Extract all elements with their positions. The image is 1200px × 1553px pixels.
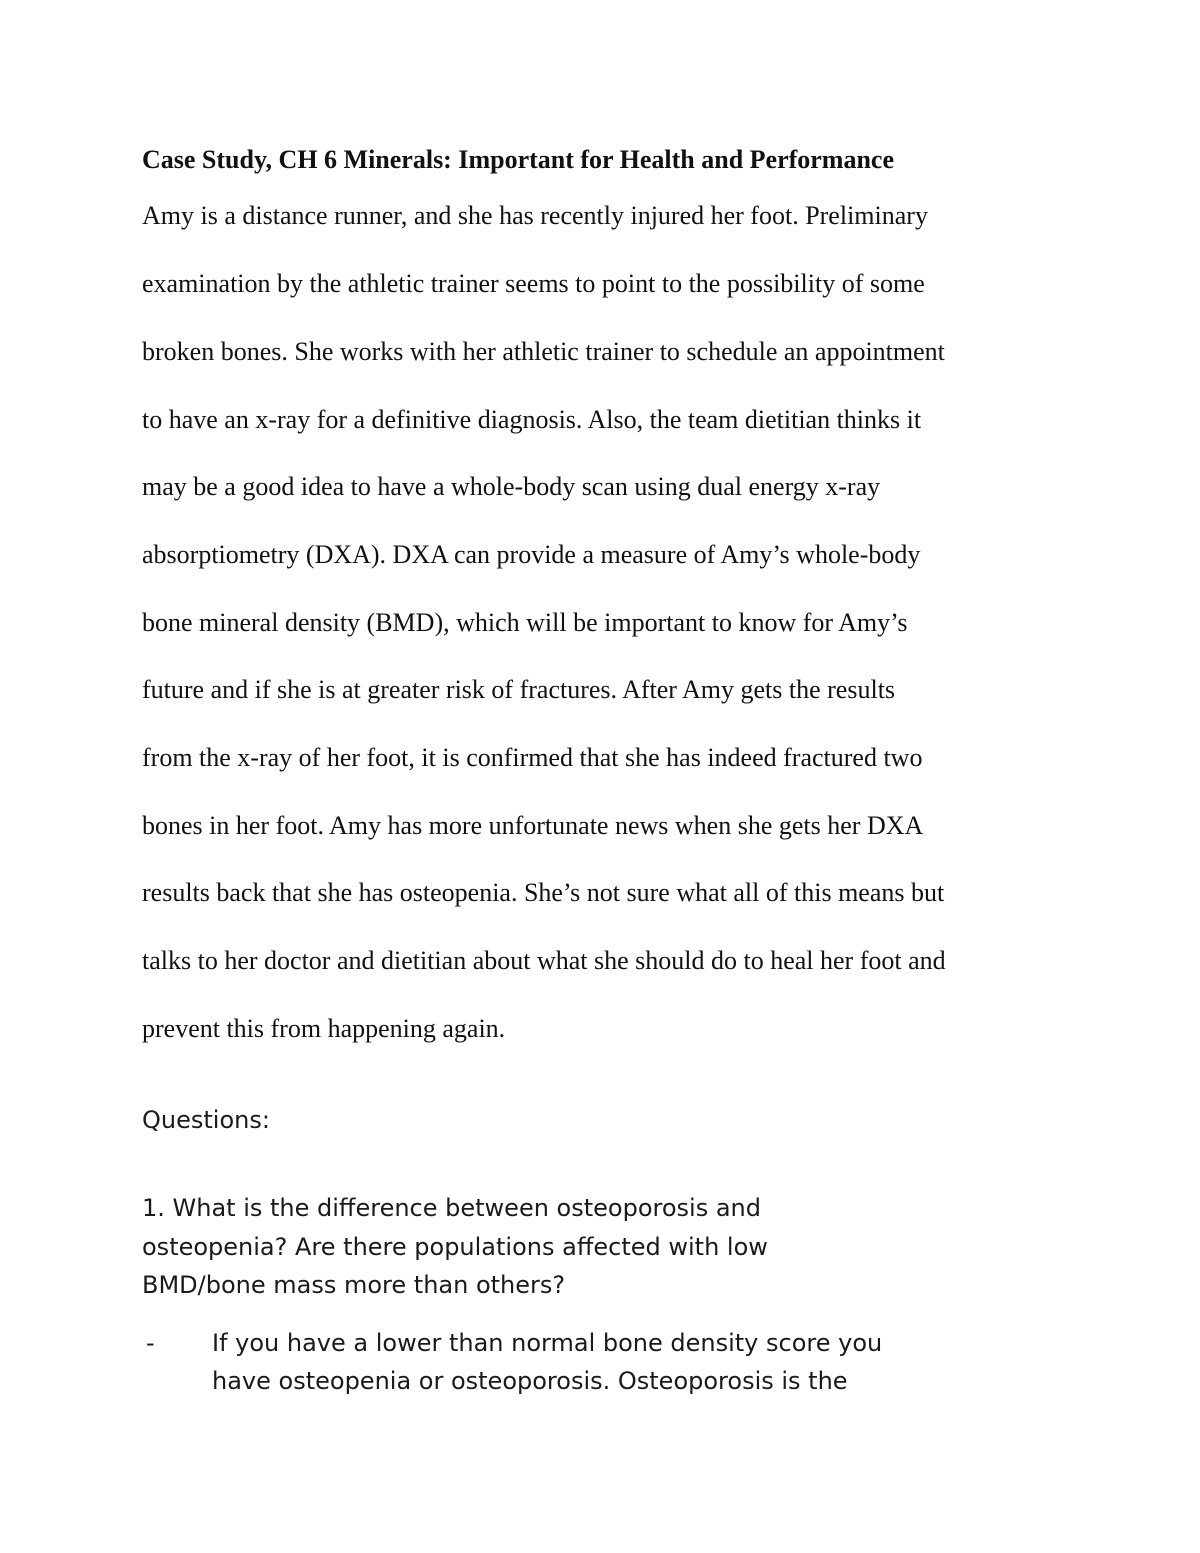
paragraph-line: to have an x-ray for a definitive diagnosis. Also, the team dietitian thinks it xyxy=(142,405,922,434)
paragraph-line: from the x-ray of her foot, it is confirmed that she has indeed fractured two xyxy=(142,743,923,772)
question-1-line: 1. What is the difference between osteoporosis and xyxy=(142,1194,761,1222)
document-title: Case Study, CH 6 Minerals: Important for Health and Performance xyxy=(142,145,895,174)
paragraph-line: broken bones. She works with her athletic trainer to schedule an appointment xyxy=(142,337,945,366)
paragraph-line: future and if she is at greater risk of fractures. After Amy gets the results xyxy=(142,675,896,704)
answer-line: If you have a lower than normal bone density score you xyxy=(212,1329,883,1357)
paragraph-line: talks to her doctor and dietitian about what she should do to heal her foot and xyxy=(142,946,946,975)
paragraph-line: absorptiometry (DXA). DXA can provide a measure of Amy’s whole-body xyxy=(142,540,921,569)
questions-heading: Questions: xyxy=(142,1106,270,1134)
answer-line: have osteopenia or osteoporosis. Osteoporosis is the xyxy=(212,1367,848,1395)
question-1-line: BMD/bone mass more than others? xyxy=(142,1271,566,1299)
paragraph-line: bones in her foot. Amy has more unfortunate news when she gets her DXA xyxy=(142,811,924,840)
paragraph-line: bone mineral density (BMD), which will be important to know for Amy’s xyxy=(142,608,908,637)
answer-bullet-marker: - xyxy=(146,1329,155,1357)
paragraph-line: Amy is a distance runner, and she has recently injured her foot. Preliminary xyxy=(142,201,928,230)
paragraph-line: examination by the athletic trainer seems to point to the possibility of some xyxy=(142,269,925,298)
paragraph-line: may be a good idea to have a whole-body scan using dual energy x-ray xyxy=(142,472,881,501)
paragraph-line: results back that she has osteopenia. She’s not sure what all of this means but xyxy=(142,878,945,907)
question-1-line: osteopenia? Are there populations affected with low xyxy=(142,1233,768,1261)
paragraph-line: prevent this from happening again. xyxy=(142,1014,506,1043)
